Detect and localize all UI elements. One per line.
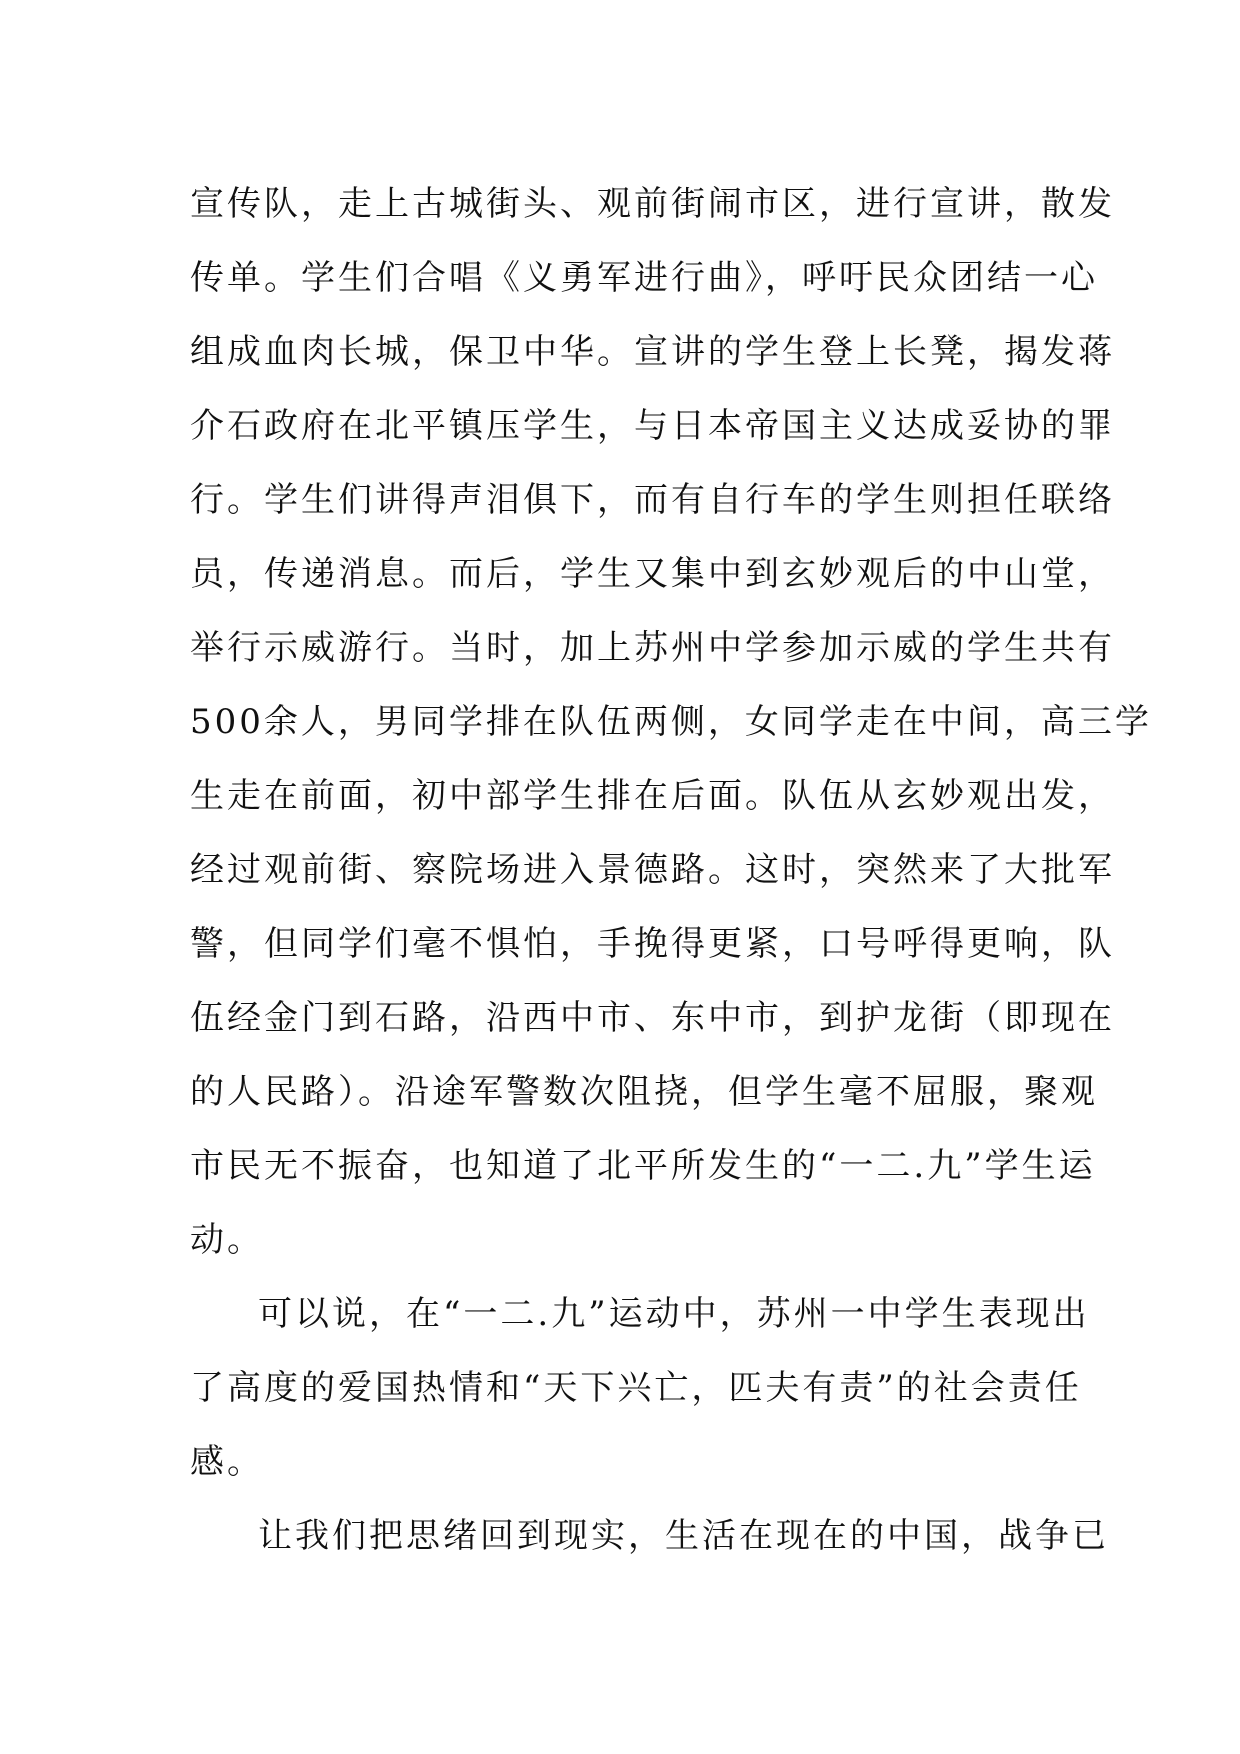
text-line: 生走在前面，初中部学生排在后面。队伍从玄妙观出发， [190,776,1115,816]
paragraph-start-line: 让我们把思绪回到现实，生活在现在的中国，战争已 [258,1516,1109,1556]
body-text [190,167,1152,1573]
text-line: 员，传递消息。而后，学生又集中到玄妙观后的中山堂， [190,554,1115,594]
text-line: 宣传队，走上古城街头、观前街闹市区，进行宣讲，散发 [190,184,1115,224]
text-line: 行。学生们讲得声泪俱下，而有自行车的学生则担任联络 [190,480,1115,520]
text-line: 介石政府在北平镇压学生，与日本帝国主义达成妥协的罪 [190,406,1115,446]
text-line: 伍经金门到石路，沿西中市、东中市，到护龙街（即现在 [190,998,1115,1038]
text-line: 警，但同学们毫不惧怕，手挽得更紧，口号呼得更响，队 [190,924,1115,964]
text-line: 传单。学生们合唱《义勇军进行曲》，呼吁民众团结一心 [190,258,1098,298]
paragraph-start-line: 可以说，在“一二.九”运动中，苏州一中学生表现出 [258,1294,1090,1334]
text-line: 的人民路）。沿途军警数次阻挠，但学生毫不屈服，聚观 [190,1072,1098,1112]
text-line: 举行示威游行。当时，加上苏州中学参加示威的学生共有 [190,628,1115,668]
text-line: 组成血肉长城，保卫中华。宣讲的学生登上长凳，揭发蒋 [190,332,1115,372]
text-line: 了高度的爱国热情和“天下兴亡，匹夫有责”的社会责任 [190,1368,1082,1408]
text-line: 经过观前街、察院场进入景德路。这时，突然来了大批军 [190,850,1115,890]
text-line: 500余人，男同学排在队伍两侧，女同学走在中间，高三学 [190,702,1152,742]
text-line: 感。 [190,1442,264,1482]
text-line: 市民无不振奋，也知道了北平所发生的“一二.九”学生运 [190,1146,1096,1186]
text-line: 动。 [190,1220,264,1260]
